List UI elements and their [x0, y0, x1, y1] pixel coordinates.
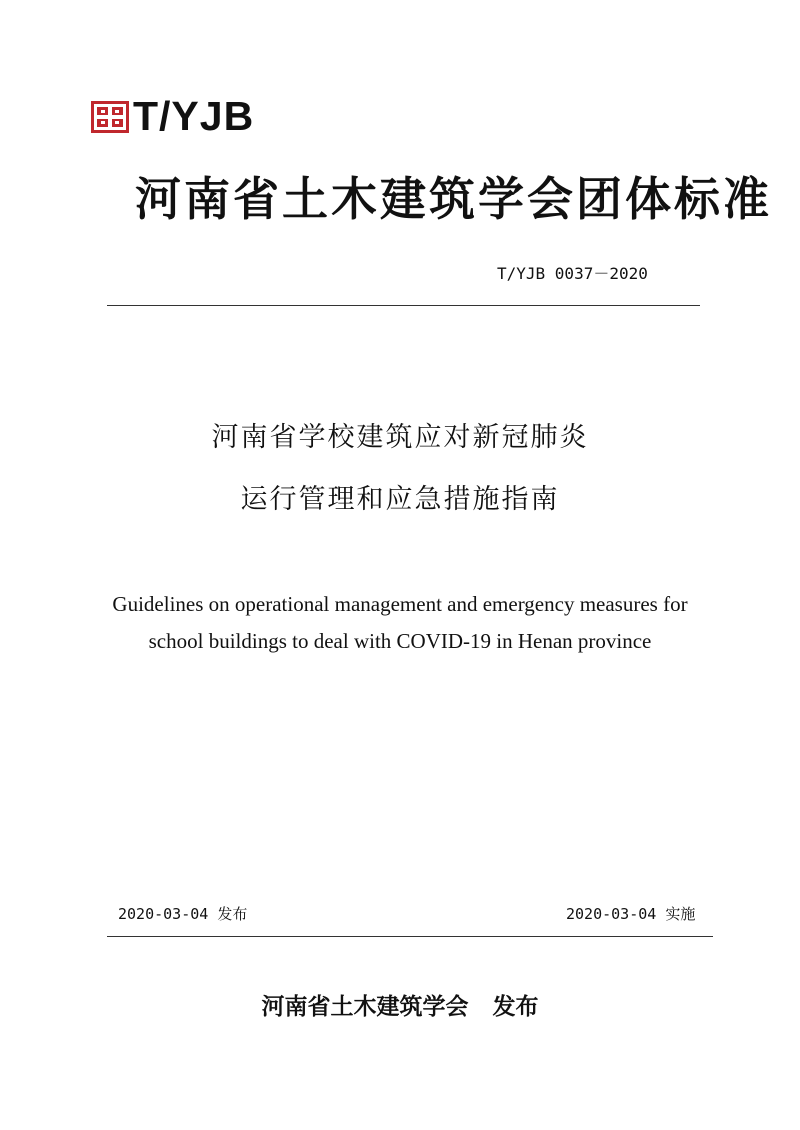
title-en-line2: school buildings to deal with COVID-19 in Henan province	[148, 629, 652, 653]
publisher-name: 河南省土木建筑学会	[261, 993, 469, 1020]
title-cn-line1: 河南省学校建筑应对新冠肺炎	[211, 422, 589, 453]
title-cn-line2: 运行管理和应急措施指南	[240, 484, 560, 515]
header-divider	[107, 305, 700, 306]
standard-number: T/YJB 0037－2020	[497, 264, 648, 283]
issue-date: 2020-03-04 发布	[118, 905, 248, 923]
publisher	[0, 992, 800, 1022]
publish-label: 发布	[492, 993, 539, 1020]
org-standard-title: 河南省土木建筑学会团体标准	[135, 172, 772, 226]
footer-divider	[107, 936, 713, 937]
standard-code-logo: T/YJB	[133, 93, 255, 139]
association-logo-icon	[91, 101, 129, 133]
implement-date: 2020-03-04 实施	[566, 905, 696, 923]
title-en-line1: Guidelines on operational management and emergency measures for	[112, 592, 688, 616]
